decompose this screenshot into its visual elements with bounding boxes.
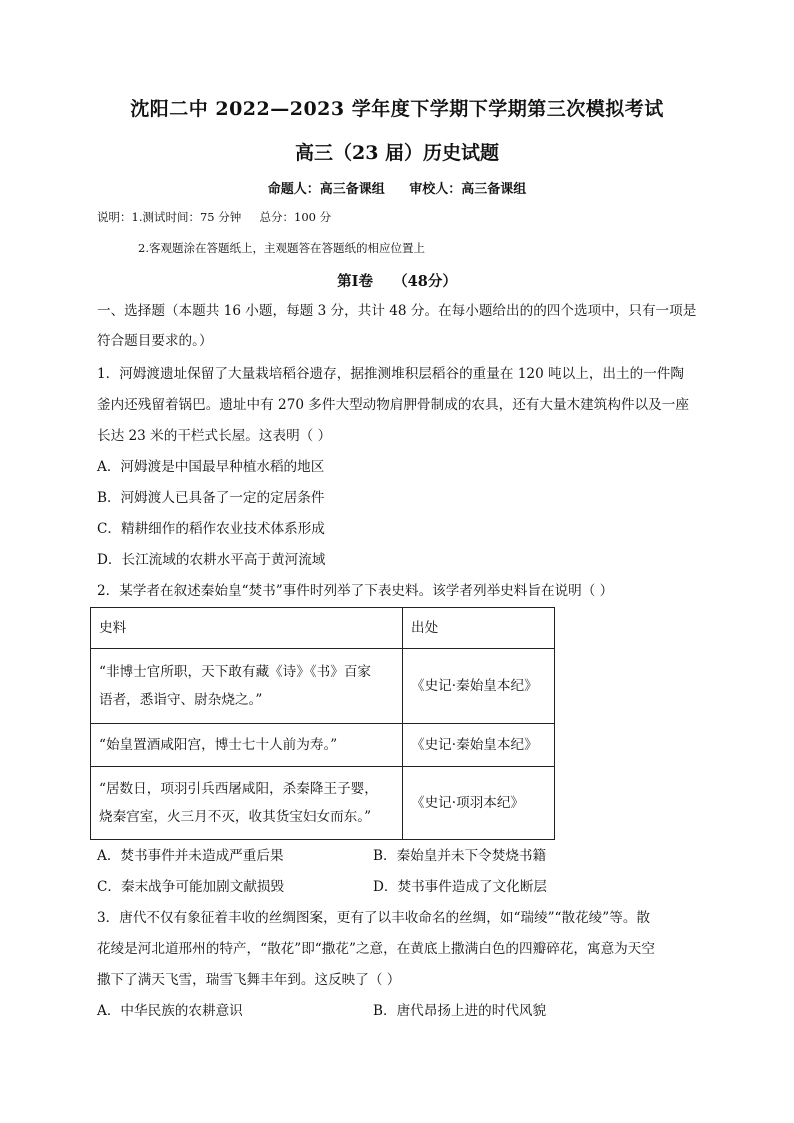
q1-option-c: C．精耕细作的稻作农业技术体系形成 <box>97 521 325 537</box>
q2-option-b: B．秦始皇并未下令焚烧书籍 <box>373 848 547 864</box>
q2-option-a: A．焚书事件并未造成严重后果 <box>97 848 284 864</box>
section-instruction: 一、选择题（本题共 16 小题，每题 3 分，共计 48 分。在每小题给出的的四个选项中，只有一项是 <box>97 303 697 319</box>
q3-stem-line1: 3．唐代不仅有象征着丰收的丝绸图案，更有了以丰收命名的丝绸，如“瑞绫”“散花绫”等。散 <box>97 910 651 926</box>
reviewer: 审校人：高三备课组 <box>409 182 527 197</box>
table-header-origin: 出处 <box>403 608 555 649</box>
q1-stem-line3: 长达 23 米的干栏式长屋。这表明（ ） <box>97 428 332 444</box>
q1-stem-line1: 1．河姆渡遗址保留了大量栽培稻谷遗存，据推测堆积层稻谷的重量在 120 吨以上，出土的一件陶 <box>97 366 684 382</box>
table-cell-source <box>91 649 403 724</box>
source-text-line: “居数日，项羽引兵西屠咸阳，杀秦降王子婴， <box>99 781 378 797</box>
q1-option-d: D．长江流域的农耕水平高于黄河流域 <box>97 552 326 568</box>
table-cell-origin: 《史记·项羽本纪》 <box>403 767 555 840</box>
q3-stem-line2: 花绫是河北道邢州的特产，“散花”即“撒花”之意，在黄底上撒满白色的四瓣碎花，寓意为天空 <box>97 941 655 957</box>
q1-option-b: B．河姆渡人已具备了一定的定居条件 <box>97 490 325 506</box>
q3-option-b: B．唐代昂扬上进的时代风貌 <box>373 1003 547 1019</box>
q1-stem-line2: 釜内还残留着锅巴。遗址中有 270 多件大型动物肩胛骨制成的农具，还有大量木建筑构件以及一座 <box>97 397 689 413</box>
table-cell-origin: 《史记·秦始皇本纪》 <box>403 649 555 724</box>
q3-option-a: A．中华民族的农耕意识 <box>97 1003 243 1019</box>
q2-option-c: C．秦末战争可能加剧文献损毁 <box>97 879 285 895</box>
table-row <box>91 724 555 767</box>
source-text-line: 烧秦宫室，火三月不灭，收其货宝妇女而东。” <box>99 809 372 825</box>
table-cell-source <box>91 767 403 840</box>
source-text-line: 语者，悉诣守、尉杂烧之。” <box>99 692 263 708</box>
exam-subtitle: 高三（23 届）历史试题 <box>294 142 500 164</box>
exam-title: 沈阳二中 2022—2023 学年度下学期下学期第三次模拟考试 <box>130 98 664 120</box>
q2-stem: 2．某学者在叙述秦始皇“焚书”事件时列举了下表史料。该学者列举史料旨在说明（ ） <box>97 583 614 599</box>
table-header-row <box>91 608 555 649</box>
table-header-source: 史料 <box>91 608 403 649</box>
q1-option-a: A．河姆渡是中国最早种植水稻的地区 <box>97 459 325 475</box>
source-text-line: “非博士官所职，天下敢有藏《诗》《书》百家 <box>99 664 372 680</box>
table-row <box>91 767 555 840</box>
volume-heading: 第Ⅰ卷 （48分） <box>337 273 457 290</box>
table-cell-origin: 《史记·秦始皇本纪》 <box>403 724 555 767</box>
section-instruction-cont: 符合题目要求的。） <box>97 333 213 349</box>
q2-option-d: D．焚书事件造成了文化断层 <box>373 879 548 895</box>
author-line <box>0 178 794 197</box>
q3-stem-line3: 撒下了满天飞雪，瑞雪飞舞丰年到。这反映了（ ） <box>97 972 401 988</box>
instruction-note-1: 说明：1.测试时间：75 分钟 总分：100 分 <box>97 210 332 224</box>
author: 命题人：高三备课组 <box>267 182 385 197</box>
source-table <box>90 607 555 840</box>
instruction-note-2: 2.客观题涂在答题纸上，主观题答在答题纸的相应位置上 <box>138 241 425 255</box>
table-cell-source: “始皇置酒咸阳宫，博士七十人前为寿。” <box>91 724 403 767</box>
table-row <box>91 649 555 724</box>
